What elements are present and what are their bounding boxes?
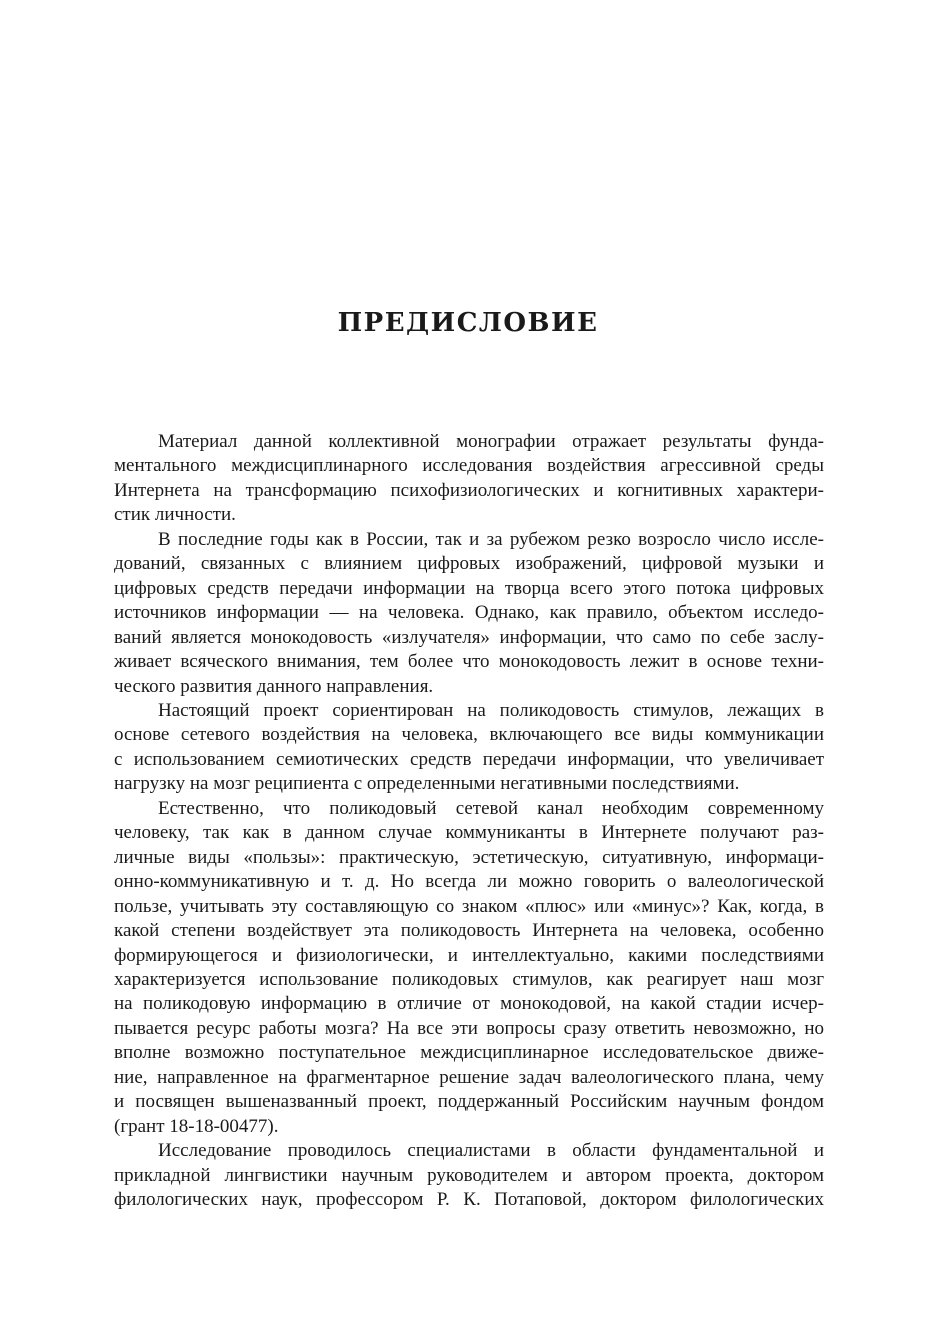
text-line: на поликодовую информацию в отличие от монокодовой, на какой стадии исчер- [114,993,824,1015]
text-line: Исследование проводилось специалистами в области фундаментальной и [158,1140,824,1162]
body-text [114,430,824,1213]
text-line: нагрузку на мозг реципиента с определенными негативными последствиями. [114,773,740,795]
text-line: Естественно, что поликодовый сетевой канал необходим современному [158,797,824,819]
text-line: основе сетевого воздействия на человека, включающего все виды коммуникации [114,724,824,746]
text-line: с использованием семиотических средств передачи информации, что увеличивает [114,748,824,770]
text-line: цифровых средств передачи информации на творца всего этого потока цифровых [114,577,824,599]
text-line: какой степени воздействует эта поликодовость Интернета на человека, особенно [114,920,824,942]
text-line: пывается ресурс работы мозга? На все эти вопросы сразу ответить невозможно, но [114,1017,824,1039]
text-line: онно-коммуникативную и т. д. Но всегда ли можно говорить о валеологической [114,871,824,893]
text-line: дований, связанных с влиянием цифровых изображений, цифровой музыки и [114,553,824,575]
text-line: ческого развития данного направления. [114,675,434,697]
text-line: филологических наук, профессором Р. К. Потаповой, доктором филологических [114,1189,824,1211]
paragraph-2 [114,528,824,699]
text-line: человеку, так как в данном случае коммуниканты в Интернете получают раз- [114,822,824,844]
text-line: Настоящий проект сориентирован на поликодовость стимулов, лежащих в [158,699,824,721]
paragraph-5 [114,1139,824,1212]
text-line: (грант 18-18-00477). [114,1115,279,1137]
text-line: и посвящен вышеназванный проект, поддержанный Российским научным фондом [114,1091,824,1113]
paragraph-3 [114,699,824,797]
text-line: стик личности. [114,504,236,526]
text-line: личные виды «пользы»: практическую, эстетическую, ситуативную, информаци- [114,846,824,868]
text-line: Материал данной коллективной монографии отражает результаты фунда- [158,431,824,452]
text-line: характеризуется использование поликодовых стимулов, как реагирует наш мозг [114,968,824,990]
text-line: вполне возможно поступательное междисциплинарное исследовательское движе- [114,1042,824,1064]
text-line: Интернета на трансформацию психофизиологических и когнитивных характери- [114,479,824,501]
text-line: пользе, учитывать эту составляющую со знаком «плюс» или «минус»? Как, когда, в [114,895,824,917]
text-line: формирующегося и физиологически, и интеллектуально, какими последствиями [114,944,824,966]
text-line: прикладной лингвистики научным руководителем и автором проекта, доктором [114,1164,824,1186]
text-line: ментального междисциплинарного исследования воздействия агрессивной среды [114,455,824,477]
text-line: В последние годы как в России, так и за рубежом резко возросло число иссле- [158,528,824,550]
text-line: ваний является монокодовость «излучателя» информации, что само по себе заслу- [114,626,824,648]
paragraph-4 [114,797,824,1139]
text-line: ние, направленное на фрагментарное решение задач валеологического плана, чему [114,1066,824,1088]
page-title: ПРЕДИСЛОВИЕ [337,308,599,338]
paragraph-1 [114,430,824,528]
text-line: источников информации — на человека. Однако, как правило, объектом исследо- [114,602,824,624]
text-line: живает всяческого внимания, тем более что монокодовость лежит в основе техни- [114,651,824,673]
